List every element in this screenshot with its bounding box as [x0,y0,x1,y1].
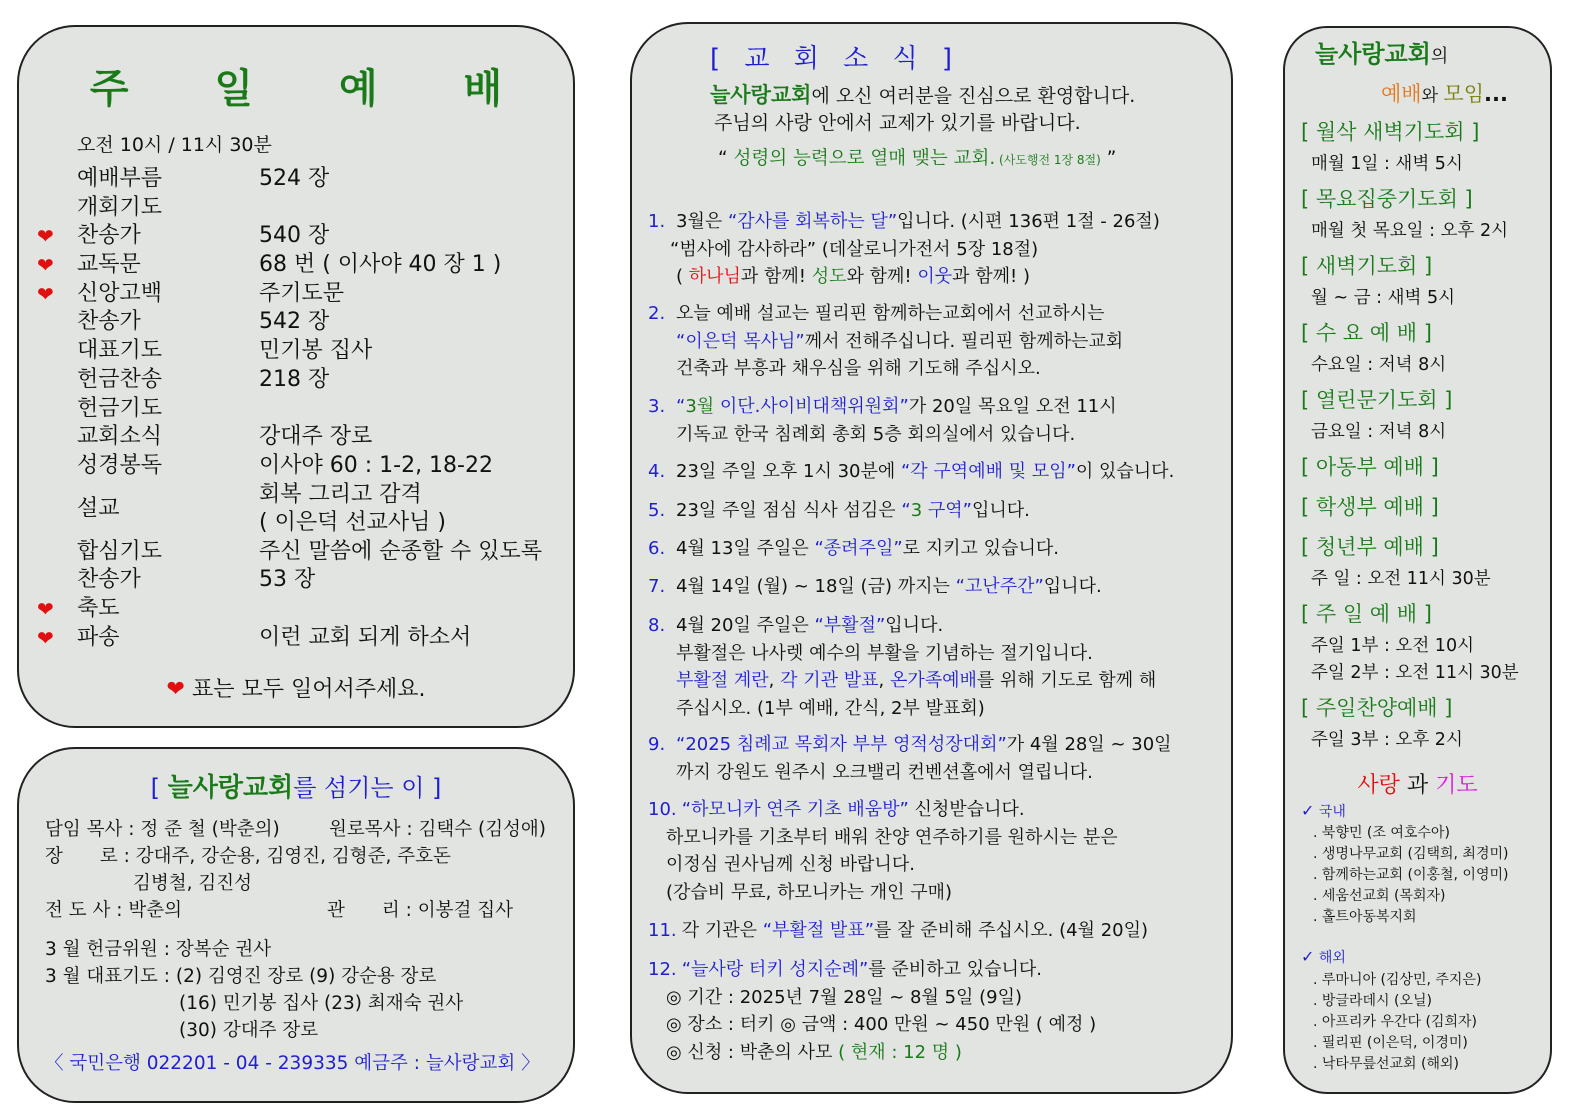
news-highlight: 이웃 [917,266,953,287]
news-text: “범사에 감사하라” (데살로니가전서 5장 18절) [670,238,1039,260]
meeting-time: 수요일 : 저녁 8시 [1311,355,1447,375]
meeting-heading: [ 주일찬양예배 ] [1301,696,1453,720]
news-highlight: “ [676,396,686,417]
order-row [37,566,567,595]
news-text: , [878,670,890,691]
prayer-schedule-2: (16) 민기봉 집사 (23) 최재숙 권사 [179,993,464,1014]
news-text: ◎ 기간 : 2025년 7월 28일 ~ 8월 5일 (9일) [666,986,1023,1008]
news-item-6 [648,535,1059,563]
news-highlight: 3 [910,500,923,521]
mission-item: . 필리핀 (이은덕, 이경미) [1313,1035,1468,1051]
news-item-11 [648,917,1148,945]
order-name: 찬송가 [77,223,141,249]
side-sub-meeting: 모임 [1443,82,1484,106]
church-news-panel [630,22,1233,1094]
order-row [37,395,567,424]
meeting-heading: [ 청년부 예배 ] [1301,535,1439,559]
heart-icon: ❤ [166,677,185,702]
overseas-label-text: 해외 [1318,950,1346,966]
heart-icon: ❤ [37,596,54,621]
domestic-label-text: 국내 [1318,804,1346,820]
order-name: 대표기도 [77,338,163,364]
check-icon: ✓ [1301,947,1315,966]
standing-note [19,672,573,703]
meeting-time: 매월 1일 : 새벽 5시 [1311,154,1463,174]
staff-title [19,767,573,804]
order-value: 540 장 [259,223,330,249]
news-highlight: “종려주일” [814,538,903,559]
news-text: 를 위해 기도로 함께 해 [976,670,1157,691]
news-highlight: 각 기관 발표 [780,670,879,691]
meeting-heading: [ 학생부 예배 ] [1301,495,1439,519]
news-num: 12. [648,959,677,980]
manager: 관 리 : 이봉걸 집사 [327,900,513,921]
news-num: 10. [648,799,677,820]
order-name: 축도 [77,595,120,621]
news-item-10 [648,796,1118,906]
news-item-9 [648,731,1172,786]
news-highlight: “ [901,500,911,521]
church-motto [718,144,1116,170]
side-title [1315,34,1448,69]
order-name: 교회소식 [77,424,163,450]
news-text: 23일 주일 점심 식사 섬김은 [676,500,902,521]
order-row [37,452,567,481]
news-text: 입니다. (시편 136편 1절 - 26절) [897,211,1160,232]
news-text: 하모니카를 기초부터 배워 찬양 연주하기를 원하시는 분은 [666,826,1118,848]
news-num: 7. [648,576,666,597]
meeting-time: 금요일 : 저녁 8시 [1311,422,1447,442]
news-text: 오늘 예배 설교는 필리핀 함께하는교회에서 선교하시는 [676,303,1105,324]
order-row [37,165,567,194]
check-icon: ✓ [1301,801,1315,820]
meeting-time: 주일 3부 : 오후 2시 [1311,730,1463,750]
order-row [37,423,567,452]
bank-account: 〈 국민은행 022201 - 04 - 239335 예금주 : 늘사랑교회 〉 [45,1053,540,1074]
order-name: 찬송가 [77,567,141,593]
news-highlight: “2025 침례교 목회자 부부 영적성장대회” [676,734,1007,755]
news-text: 를 준비하고 있습니다. [868,959,1042,980]
meeting-time: 주 일 : 오전 11시 30분 [1311,569,1491,589]
news-text: , [768,670,781,691]
news-highlight: “고난주간” [955,576,1044,597]
prayer-title-love: 사랑 [1357,773,1400,798]
side-title-church: 늘사랑교회 [1315,40,1431,68]
news-text: 가 4월 28일 ~ 30일 [1006,734,1172,755]
prayer-schedule-3: (30) 강대주 장로 [179,1020,319,1041]
meeting-heading: [ 아동부 예배 ] [1301,455,1439,479]
evangelist: 전 도 사 : 박춘의 [45,900,182,921]
news-text: 23일 주일 오후 1시 30분에 [676,461,901,482]
mission-item: . 홀트아동복지회 [1313,909,1417,925]
motto-ref: (사도행전 1장 8절) [995,153,1101,167]
order-row [37,595,567,624]
news-highlight: ( 현재 : 12 명 ) [838,1041,962,1063]
meetings-panel [1283,26,1552,1094]
order-value: 68 번 ( 이사야 40 장 1 ) [259,252,502,278]
meeting-heading: [ 열린문기도회 ] [1301,388,1453,412]
news-text: 께서 전해주십니다. 필리핀 함께하는교회 [804,330,1124,352]
news-text: (강습비 무료, 하모니카는 개인 구매) [666,881,953,903]
meeting-heading: [ 새벽기도회 ] [1301,254,1433,278]
staff-title-open: [ [150,774,168,802]
staff-panel [17,747,575,1103]
news-text: 가 20일 목요일 오전 11시 [908,396,1117,417]
order-row [37,194,567,223]
emeritus-pastor: 원로목사 : 김택수 (김성애) [329,819,547,840]
news-text: 과 함께! [740,266,812,287]
order-value: 218 장 [259,366,330,392]
worship-order-list [37,165,567,652]
side-sub-worship: 예배 [1381,82,1422,106]
news-text: 3월은 [676,211,728,232]
order-value: 주기도문 [259,280,345,306]
order-value: 이런 교회 되게 하소서 [259,624,472,650]
mission-item: . 방글라데시 (오닐) [1313,993,1432,1009]
staff-title-church: 늘사랑교회 [167,773,294,803]
staff-title-rest: 를 섬기는 이 ] [293,774,442,802]
news-item-3 [648,393,1117,448]
news-item-5 [648,497,1030,525]
worship-title: 주 일 예 배 [89,66,539,112]
news-text: 입니다. [1043,576,1102,597]
news-num: 3. [648,396,666,417]
news-item-4 [648,458,1174,486]
order-value-2: ( 이은덕 선교사님 ) [259,509,446,535]
news-header: [ 교 회 소 식 ] [710,44,961,74]
domestic-label [1301,801,1346,821]
news-num: 4. [648,461,666,482]
order-row [37,366,567,395]
order-value: 주신 말씀에 순종할 수 있도록 [259,538,542,564]
order-name: 헌금기도 [77,395,163,421]
news-num: 1. [648,211,666,232]
order-row [37,222,567,251]
news-text: 신청받습니다. [908,799,1025,820]
meeting-time: 주일 1부 : 오전 10시 [1311,636,1474,656]
order-name: 설교 [77,495,120,521]
prayer-title-and: 과 [1399,773,1436,798]
order-row [37,337,567,366]
order-value: 민기봉 집사 [259,338,373,364]
news-item-2 [648,300,1123,383]
motto-open: “ [718,148,734,169]
news-highlight: “감사를 회복하는 달” [727,211,898,232]
motto-text: 성령의 능력으로 열매 맺는 교회. [733,148,996,169]
meeting-heading: [ 수 요 예 배 ] [1301,321,1432,345]
news-text: 를 잘 준비해 주십시오. (4월 20일) [874,920,1149,941]
heart-icon: ❤ [37,281,54,306]
order-name: 신앙고백 [77,280,163,306]
worship-order-panel [17,25,575,728]
news-num: 8. [648,615,666,636]
news-text: 과 함께! ) [952,266,1030,287]
heart-icon: ❤ [37,224,54,249]
overseas-label [1301,947,1346,967]
news-text: 기독교 한국 침례회 총회 5층 회의실에서 있습니다. [676,423,1076,445]
mission-item: . 세움선교회 (목회자) [1313,888,1446,904]
worship-time: 오전 10시 / 11시 30분 [77,134,272,156]
side-sub-dots: ... [1483,82,1508,106]
news-highlight: 성도 [811,266,847,287]
news-num: 6. [648,538,666,559]
news-highlight: 온가족예배 [889,670,977,691]
order-value: 회복 그리고 감격 [259,481,422,507]
news-highlight: 하나님 [688,266,741,287]
news-item-1 [648,208,1160,291]
prayer-schedule-1: 3 월 대표기도 : (2) 김영진 장로 (9) 강순용 장로 [45,966,437,987]
news-text: 주십시오. (1부 예배, 간식, 2부 발표회) [676,697,985,719]
news-highlight: “각 구역예배 및 모임” [900,461,1076,482]
mission-item: . 함께하는교회 (이홍철, 이영미) [1313,867,1509,883]
news-text: 각 기관은 [676,920,763,941]
news-item-12 [648,956,1096,1066]
news-text: 입니다. [972,500,1030,521]
news-highlight: “하모니카 연주 기초 배움방” [676,799,909,820]
order-row [37,624,567,653]
side-subtitle [1381,78,1508,108]
side-title-of: 의 [1430,46,1449,67]
standing-note-text: 표는 모두 일어서주세요. [191,677,426,702]
news-text: 부활절은 나사렛 예수의 부활을 기념하는 절기입니다. [676,642,1093,664]
news-num: 11. [648,920,677,941]
mission-item: . 북향민 (조 여호수아) [1313,825,1450,841]
news-text: 4월 20일 주일은 [676,615,815,636]
news-text: 4월 13일 주일은 [676,538,815,559]
news-text: 건축과 부흥과 채우심을 위해 기도해 주십시오. [676,358,1041,379]
news-item-8 [648,612,1156,722]
news-text: 4월 14일 (월) ~ 18일 (금) 까지는 [676,576,956,597]
news-highlight: 구역” [922,500,973,521]
mission-item: . 아프리카 우간다 (김희자) [1313,1014,1477,1030]
news-highlight: “부활절” [814,615,886,636]
welcome-line-2: 주님의 사랑 안에서 교제가 있기를 바랍니다. [714,112,1081,134]
news-highlight: “부활절 발표” [762,920,875,941]
mission-item: . 낙타무릎선교회 (해외) [1313,1056,1459,1072]
order-row [37,280,567,309]
news-text: 로 지키고 있습니다. [902,538,1059,559]
welcome-church: 늘사랑교회 [710,83,812,107]
order-name: 헌금찬송 [77,366,163,392]
prayer-title-prayer: 기도 [1435,773,1478,798]
senior-pastor: 담임 목사 : 정 준 철 (박춘의) [45,819,280,840]
order-row [37,308,567,337]
side-sub-and: 와 [1421,86,1444,106]
news-num: 2. [648,303,666,324]
meeting-time: 매월 첫 목요일 : 오후 2시 [1311,221,1508,241]
news-text: ( [676,266,689,287]
news-text: 까지 강원도 원주시 오크밸리 컨벤션홀에서 열립니다. [676,761,1093,783]
news-highlight: 3월 [685,396,715,417]
news-text: 이정심 권사님께 신청 바랍니다. [666,854,915,875]
meeting-time: 주일 2부 : 오전 11시 30분 [1311,663,1519,683]
news-text: 입니다. [885,615,944,636]
news-num: 9. [648,734,666,755]
elders-line-1: 장 로 : 강대주, 강순용, 김영진, 김형준, 주호돈 [45,846,451,867]
elders-line-2: 김병철, 김진성 [133,873,252,894]
order-value: 524 장 [259,166,330,191]
welcome-message [710,82,1135,137]
news-item-7 [648,573,1102,601]
news-highlight: “이은덕 목사님” [676,330,805,352]
news-text: 이 있습니다. [1075,461,1175,482]
news-num: 5. [648,500,666,521]
meeting-heading: [ 주 일 예 배 ] [1301,602,1432,626]
welcome-line-1: 에 오신 여러분을 진심으로 환영합니다. [811,85,1136,107]
order-name: 합심기도 [77,538,163,564]
meeting-heading: [ 월삭 새벽기도회 ] [1301,120,1480,144]
mission-item: . 루마니아 (김상민, 주지은) [1313,972,1482,988]
order-value: 542 장 [259,309,330,335]
heart-icon: ❤ [37,625,54,650]
order-value: 이사야 60 : 1-2, 18-22 [259,452,493,478]
motto-close: ” [1100,148,1117,169]
heart-icon: ❤ [37,253,54,278]
order-row [37,538,567,567]
news-text: 와 함께! [846,266,918,287]
order-row [37,481,567,538]
order-name: 교독문 [77,252,141,278]
news-highlight: 이단.사이비대책위원회” [714,396,909,417]
news-text: ◎ 장소 : 터키 ◎ 금액 : 400 만원 ~ 450 만원 ( 예정 ) [666,1014,1097,1035]
order-row [37,251,567,280]
order-value: 53 장 [259,567,316,593]
offering-committee: 3 월 헌금위원 : 장복순 권사 [45,939,272,960]
news-text: ◎ 신청 : 박춘의 사모 [666,1041,839,1063]
mission-item: . 생명나무교회 (김택희, 최경미) [1313,846,1509,862]
order-name: 찬송가 [77,309,141,335]
order-name: 성경봉독 [77,452,163,478]
meeting-time: 월 ~ 금 : 새벽 5시 [1311,288,1456,308]
order-name: 개회기도 [77,194,163,220]
prayer-title [1285,768,1550,799]
meeting-heading: [ 목요집중기도회 ] [1301,187,1473,211]
order-name: 파송 [77,624,120,650]
order-value: 강대주 장로 [259,424,373,450]
order-name: 예배부름 [77,166,163,191]
news-highlight: “늘사랑 터키 성지순례” [676,959,869,980]
news-highlight: 부활절 계란 [676,670,769,691]
